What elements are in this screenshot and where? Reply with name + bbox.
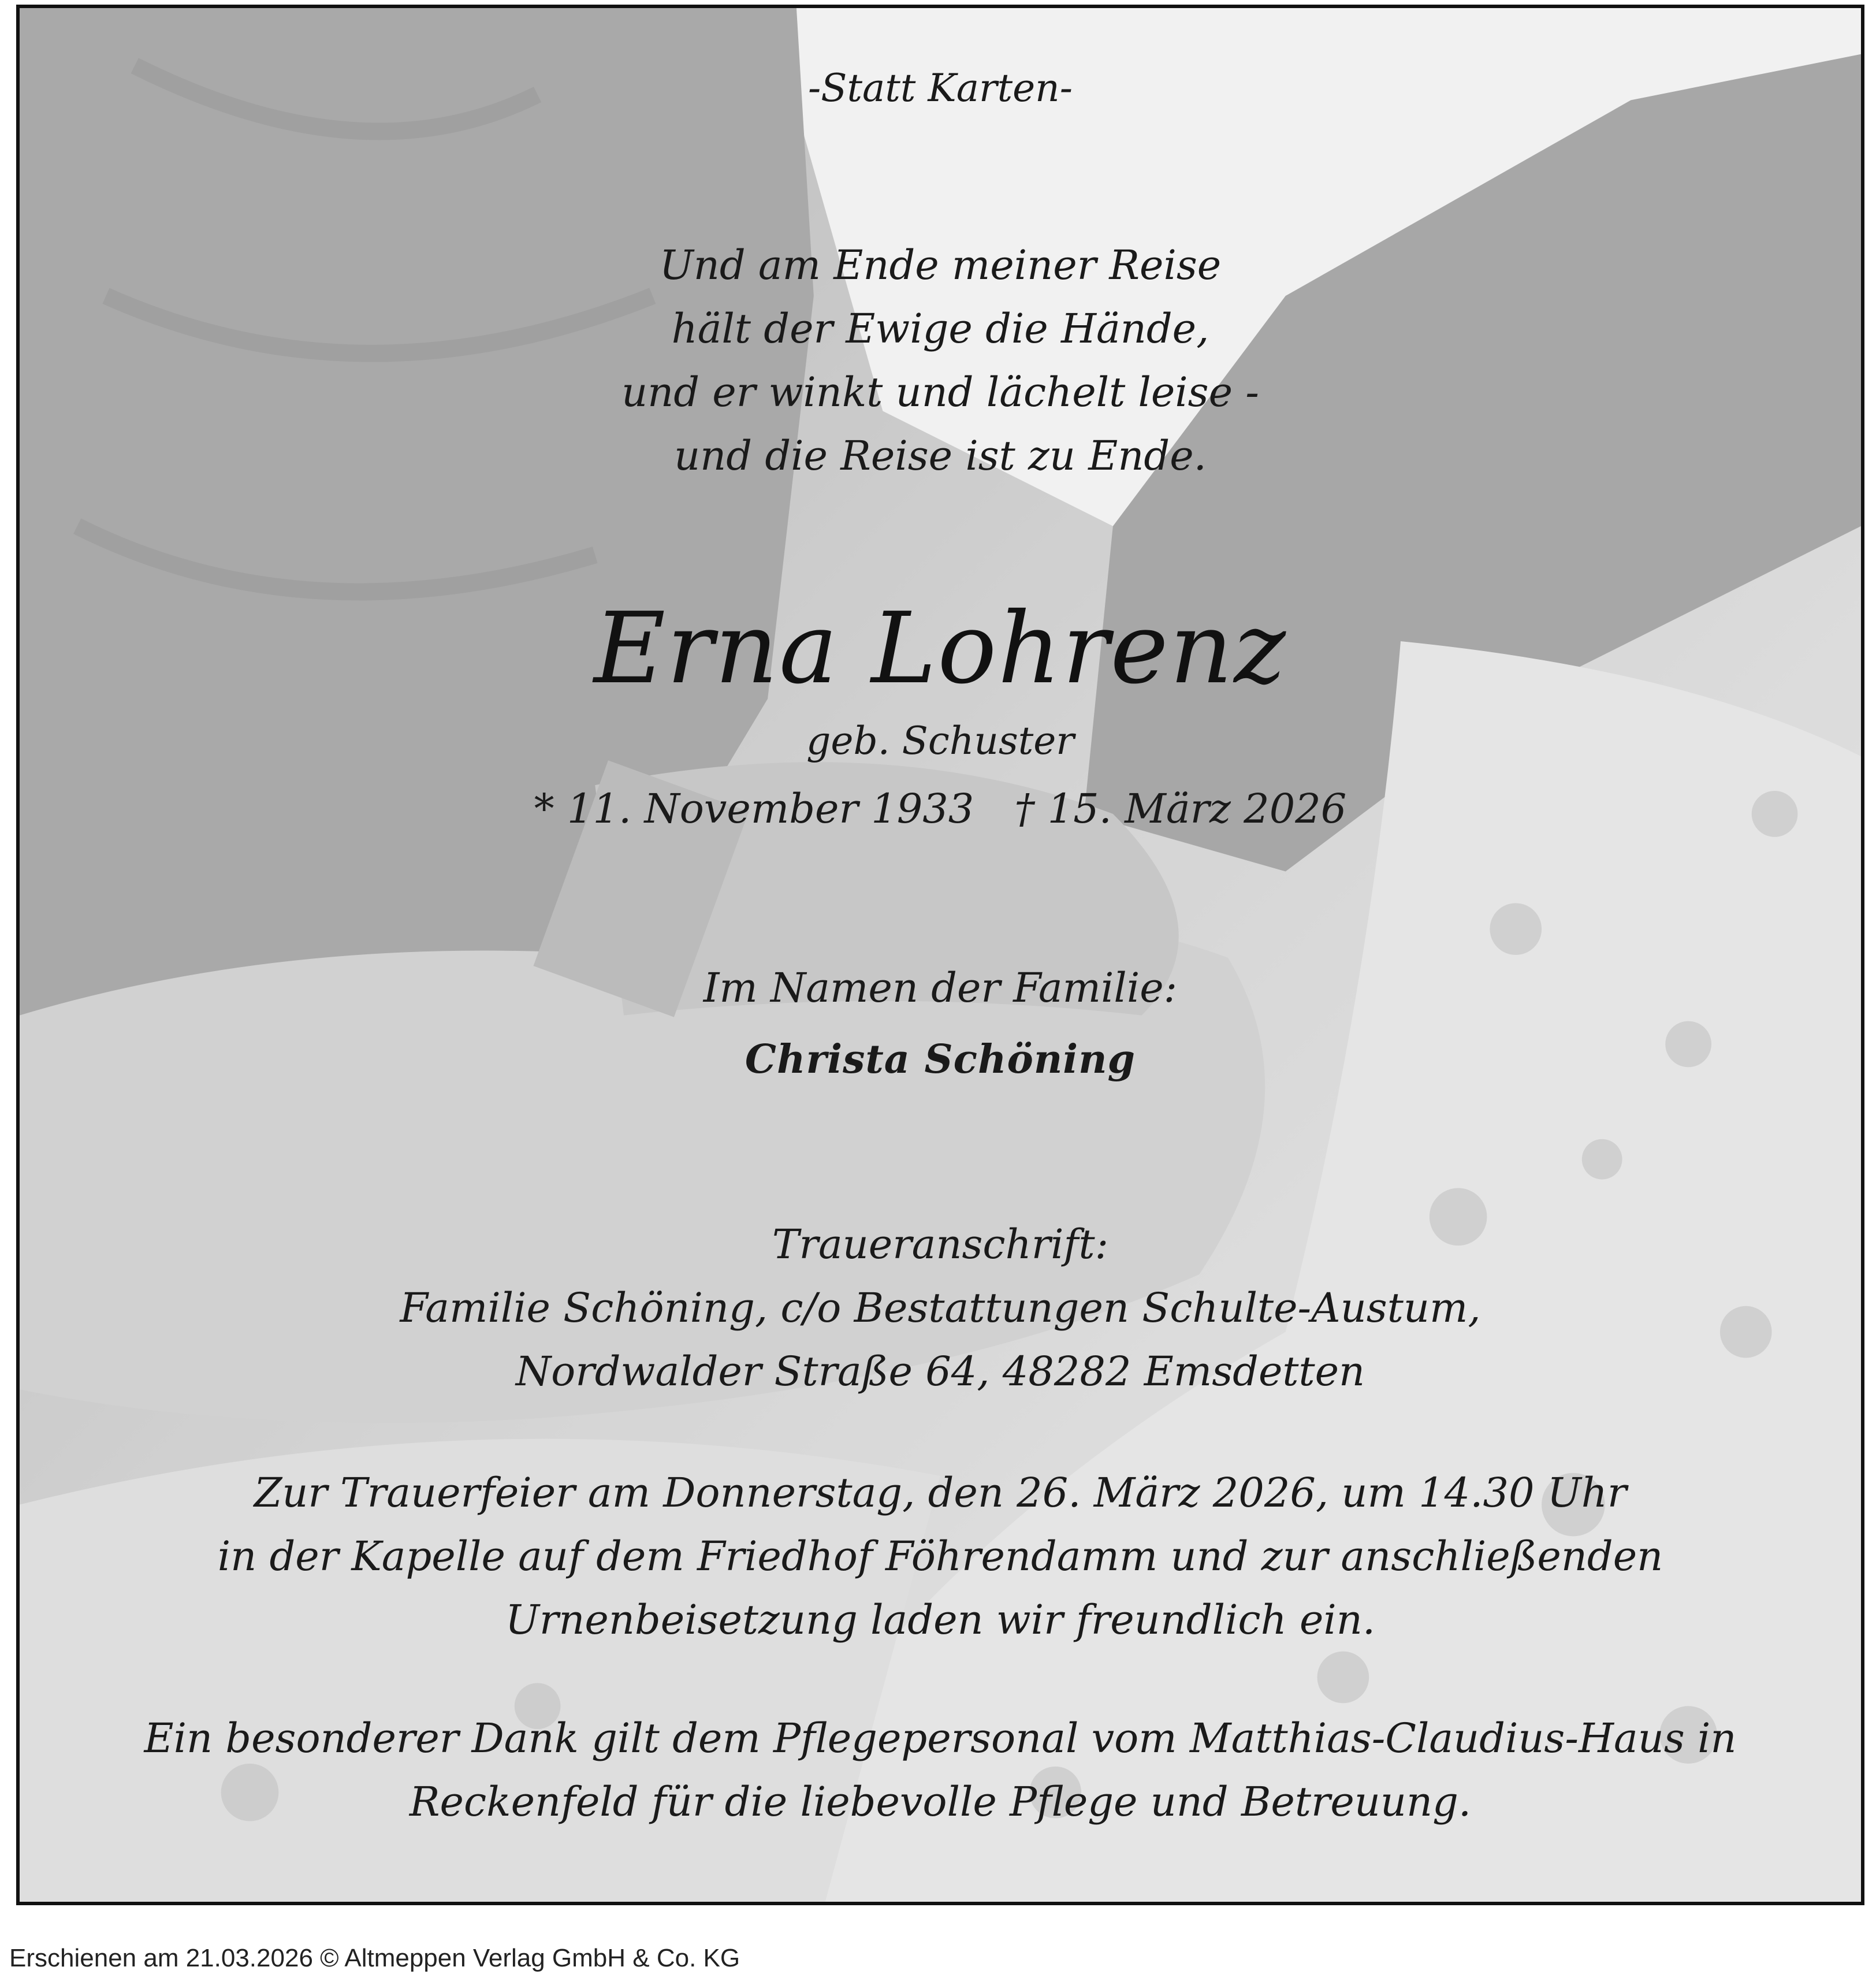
life-dates: [20, 785, 1861, 832]
thanks-line: Reckenfeld für die liebevolle Pflege und Betreuung.: [409, 1778, 1472, 1825]
ceremony-line: in der Kapelle auf dem Friedhof Föhrendamm und zur anschließenden: [217, 1533, 1663, 1580]
address-line: Traueranschrift:: [772, 1221, 1109, 1268]
obituary-frame: [16, 5, 1864, 1905]
poem: [20, 233, 1861, 488]
deceased-name: Erna Lohrenz: [594, 592, 1287, 706]
poem-line: und er winkt und lächelt leise -: [621, 369, 1259, 416]
birth-date: * 11. November 1933: [534, 785, 974, 832]
statt-karten-heading: -Statt Karten-: [807, 66, 1073, 110]
poem-line: hält der Ewige die Hände,: [671, 305, 1209, 352]
thanks-line: Ein besonderer Dank gilt dem Pflegepersonal vom Matthias-Claudius-Haus in: [144, 1715, 1737, 1762]
poem-line: Und am Ende meiner Reise: [659, 241, 1222, 289]
address-line: Nordwalder Straße 64, 48282 Emsdetten: [515, 1348, 1365, 1395]
ceremony-info: [20, 1461, 1861, 1652]
address-line: Familie Schöning, c/o Bestattungen Schulte-Austum,: [400, 1284, 1481, 1332]
thanks-note: [20, 1706, 1861, 1834]
family-label: Im Namen der Familie:: [703, 964, 1178, 1012]
mourning-address: [20, 1213, 1861, 1403]
ceremony-line: Urnenbeisetzung laden wir freundlich ein.: [505, 1596, 1376, 1644]
ceremony-line: Zur Trauerfeier am Donnerstag, den 26. März 2026, um 14.30 Uhr: [254, 1469, 1627, 1516]
family-name: Christa Schöning: [745, 1036, 1136, 1083]
death-date: † 15. März 2026: [1014, 785, 1347, 832]
publication-footer: Erschienen am 21.03.2026 © Altmeppen Verlag GmbH & Co. KG: [9, 1944, 740, 1972]
poem-line: und die Reise ist zu Ende.: [674, 432, 1207, 479]
maiden-name: geb. Schuster: [806, 719, 1074, 763]
